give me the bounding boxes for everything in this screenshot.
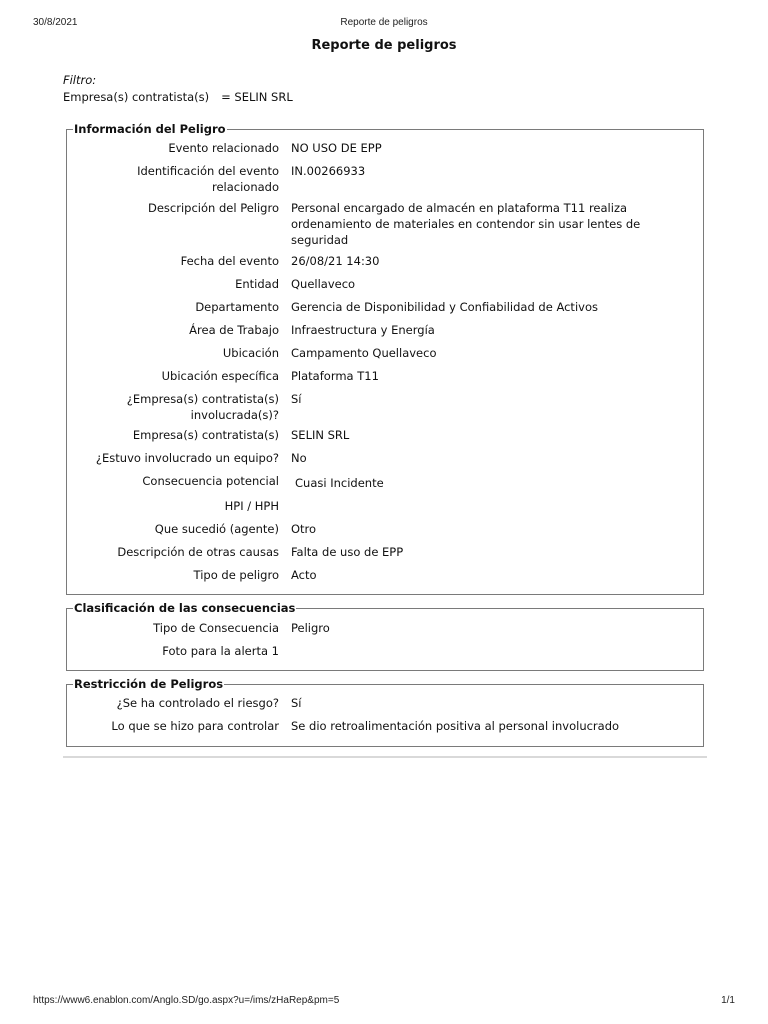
- field-label: Descripción del Peligro: [148, 201, 279, 215]
- print-footer: [33, 995, 735, 1009]
- field-label: Ubicación: [222, 346, 279, 360]
- field-value: Quellaveco: [291, 277, 356, 291]
- field-label: Tipo de peligro: [193, 568, 279, 582]
- field-label: Consecuencia potencial: [142, 474, 279, 488]
- field-value: Infraestructura y Energía: [291, 323, 435, 337]
- field-label: Tipo de Consecuencia: [153, 621, 279, 635]
- filter-block: [63, 72, 293, 106]
- field-value: Personal encargado de almacén en plataforma T11 realiza ordenamiento de materiales en contendor sin usar lentes de seguridad: [291, 201, 641, 247]
- page-url: https://www6.enablon.com/Anglo.SD/go.aspx?u=/ims/zHaRep&pm=5: [33, 995, 340, 1006]
- field-label: Identificación del evento relacionado: [137, 164, 279, 194]
- field-value: No: [291, 451, 307, 465]
- field-value: Sí: [291, 392, 302, 406]
- filter-line: [63, 89, 293, 106]
- field-value: Sí: [291, 696, 302, 710]
- section-info: [66, 122, 704, 595]
- print-header: [33, 17, 735, 31]
- field-value: 26/08/21 14:30: [291, 254, 380, 268]
- field-label: Ubicación específica: [161, 369, 279, 383]
- field-value: Se dio retroalimentación positiva al personal involucrado: [291, 719, 620, 733]
- print-title: Reporte de peligros: [340, 17, 428, 28]
- field-value: IN.00266933: [291, 164, 366, 178]
- filter-label: Filtro:: [63, 73, 97, 87]
- field-value: Acto: [291, 568, 317, 582]
- field-label: Departamento: [195, 300, 279, 314]
- page-number: 1/1: [721, 995, 735, 1006]
- field-label: ¿Estuvo involucrado un equipo?: [95, 451, 279, 465]
- section-title: Información del Peligro: [74, 122, 226, 136]
- report-title: Reporte de peligros: [311, 38, 457, 53]
- field-value: Otro: [291, 522, 317, 536]
- field-value: NO USO DE EPP: [291, 141, 382, 155]
- field-label: HPI / HPH: [224, 499, 279, 513]
- field-label: Entidad: [235, 277, 279, 291]
- field-label: Descripción de otras causas: [117, 545, 279, 559]
- filter-value: = SELIN SRL: [221, 90, 293, 104]
- field-label: Área de Trabajo: [189, 323, 279, 337]
- field-value: Falta de uso de EPP: [291, 545, 404, 559]
- field-label: Empresa(s) contratista(s): [132, 428, 279, 442]
- field-value: Cuasi Incidente: [295, 476, 384, 490]
- print-date: 30/8/2021: [33, 17, 78, 28]
- section-title: Restricción de Peligros: [74, 677, 224, 691]
- field-label: ¿Se ha controlado el riesgo?: [116, 696, 279, 710]
- field-value: Peligro: [291, 621, 330, 635]
- field-value: Plataforma T11: [291, 369, 379, 383]
- field-label: Foto para la alerta 1: [162, 644, 279, 658]
- section-restriction: [66, 677, 704, 747]
- section-title: Clasificación de las consecuencias: [74, 601, 296, 615]
- filter-field: Empresa(s) contratista(s): [63, 90, 210, 104]
- field-value: Campamento Quellaveco: [291, 346, 437, 360]
- field-label: Evento relacionado: [168, 141, 279, 155]
- field-label: ¿Empresa(s) contratista(s) involucrada(s)?: [126, 392, 279, 422]
- field-label: Lo que se hizo para controlar: [111, 719, 279, 733]
- bottom-divider: [63, 756, 707, 758]
- field-value: Gerencia de Disponibilidad y Confiabilidad de Activos: [291, 300, 598, 314]
- field-value: SELIN SRL: [291, 428, 350, 442]
- field-label: Que sucedió (agente): [154, 522, 279, 536]
- field-label: Fecha del evento: [180, 254, 279, 268]
- section-classification: [66, 601, 704, 671]
